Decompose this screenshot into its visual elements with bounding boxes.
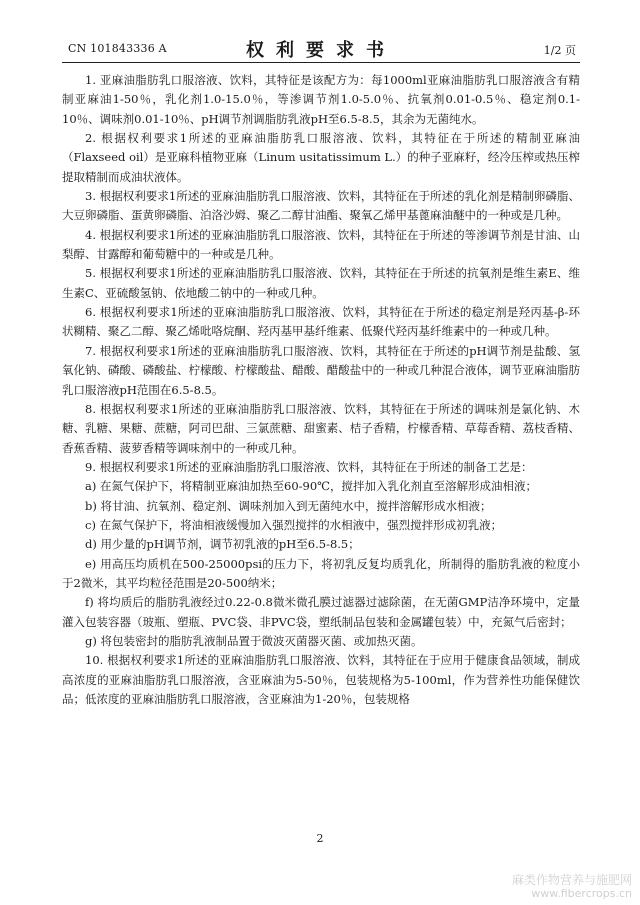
step-b: b) 将甘油、抗氧剂、稳定剂、调味剂加入到无菌纯水中，搅拌溶解形成水相液； (85, 498, 492, 513)
page-header (62, 36, 580, 60)
claim-3: 3. 根据权利要求1所述的亚麻油脂肪乳口服溶液、饮料，其特征在于所述的乳化剂是精制卵磷脂、大豆卵磷脂、蛋黄卵磷脂、泊洛沙姆、聚乙二醇甘油酯、聚氧乙烯甲基蓖麻油醚中的一种或是几种。 (62, 189, 580, 223)
header-rule (62, 62, 580, 63)
claim-5: 5. 根据权利要求1所述的亚麻油脂肪乳口服溶液、饮料，其特征在于所述的抗氧剂是维生素E、维生素C、亚硫酸氢钠、依地酸二钠中的一种或几种。 (62, 266, 580, 300)
claim-1: 1. 亚麻油脂肪乳口服溶液、饮料，其特征是该配方为：每1000ml亚麻油脂肪乳口服溶液含有精制亚麻油1-50％，乳化剂1.0-15.0％，等渗调节剂1.0-5.0％、抗氧剂0.01-0.5％、稳定剂0.1-10％、调味剂0.01-10％、pH调节剂调脂肪乳液pH至6.5-8.5，其余为无菌纯水。 (62, 73, 580, 126)
document-title: 权利要求书 (246, 40, 396, 61)
step-e: e) 用高压均质机在500-25000psi的压力下，将初乳反复均质乳化，所制得的脂肪乳液的粒度小于2微米，其平均粒径范围是20-500纳米； (62, 556, 580, 590)
claim-8: 8. 根据权利要求1所述的亚麻油脂肪乳口服溶液、饮料，其特征在于所述的调味剂是氯化钠、木糖、乳糖、果糖、蔗糖，阿司巴甜、三氯蔗糖、甜蜜素、桔子香精，柠檬香精、草莓香精、荔枝香精、香蕉香精、菠萝香精等调味剂中的一种或几种。 (62, 401, 580, 455)
claim-6: 6. 根据权利要求1所述的亚麻油脂肪乳口服溶液、饮料，其特征在于所述的稳定剂是羟丙基-β-环状糊精、聚乙二醇、聚乙烯吡咯烷酮、羟丙基甲基纤维素、低聚代羟丙基纤维素中的一种或几种。 (62, 305, 580, 339)
step-c: c) 在氮气保护下，将油相液缓慢加入强烈搅拌的水相液中，强烈搅拌形成初乳液； (85, 517, 503, 532)
watermark-url: www.fibercrops.cn (531, 887, 632, 900)
claims-body (62, 71, 580, 709)
step-f: f) 将均质后的脂肪乳液经过0.22-0.8微米微孔膜过滤器过滤除菌，在无菌GMP洁净环境中，定量灌入包装容器（玻瓶、塑瓶、PVC袋、非PVC袋，塑纸制品包装和金属罐包装）中，充氮气后密封； (62, 595, 580, 629)
claim-4: 4. 根据权利要求1所述的亚麻油脂肪乳口服溶液、饮料，其特征在于所述的等渗调节剂是甘油、山梨醇、甘露醇和葡萄糖中的一种或是几种。 (62, 227, 580, 262)
step-g: g) 将包装密封的脂肪乳液制品置于微波灭菌器灭菌、或加热灭菌。 (85, 633, 423, 648)
patent-number: CN 101843336 A (68, 42, 167, 55)
watermark (512, 873, 632, 901)
claim-7: 7. 根据权利要求1所述的亚麻油脂肪乳口服溶液、饮料，其特征在于所述的pH调节剂是盐酸、氢氧化钠、磷酸、磷酸盐、柠檬酸、柠檬酸盐、醋酸、醋酸盐中的一种或几种混合液体，调节亚麻油脂肪乳口服溶液pH范围在6.5-8.5。 (62, 343, 580, 397)
footer-page-number: 2 (316, 832, 324, 845)
claim-2: 2. 根据权利要求1所述的亚麻油脂肪乳口服溶液、饮料，其特征在于所述的精制亚麻油（Flaxseed oil）是亚麻科植物亚麻（Linum usitatissimum L.）的种子亚麻籽，经冷压榨或热压榨提取精制而成油状液体。 (62, 131, 580, 184)
watermark-site-name: 麻类作物营养与施肥网 (511, 873, 632, 887)
step-a: a) 在氮气保护下，将精制亚麻油加热至60-90℃，搅拌加入乳化剂直至溶解形成油相液； (85, 479, 538, 494)
page-indicator: 1/2 页 (543, 44, 576, 57)
claim-9: 9. 根据权利要求1所述的亚麻油脂肪乳口服溶液、饮料，其特征在于所述的制备工艺是： (85, 459, 533, 474)
step-d: d) 用少量的pH调节剂，调节初乳液的pH至6.5-8.5； (85, 537, 360, 552)
claim-10: 10. 根据权利要求1所述的亚麻油脂肪乳口服溶液、饮料，其特征在于应用于健康食品领域，制成高浓度的亚麻油脂肪乳口服溶液，含亚麻油为5-50％，包装规格为5-100ml，作为营养性功能保健饮品；低浓度的亚麻油脂肪乳口服溶液，含亚麻油为1-20％，包装规格 (62, 653, 580, 706)
